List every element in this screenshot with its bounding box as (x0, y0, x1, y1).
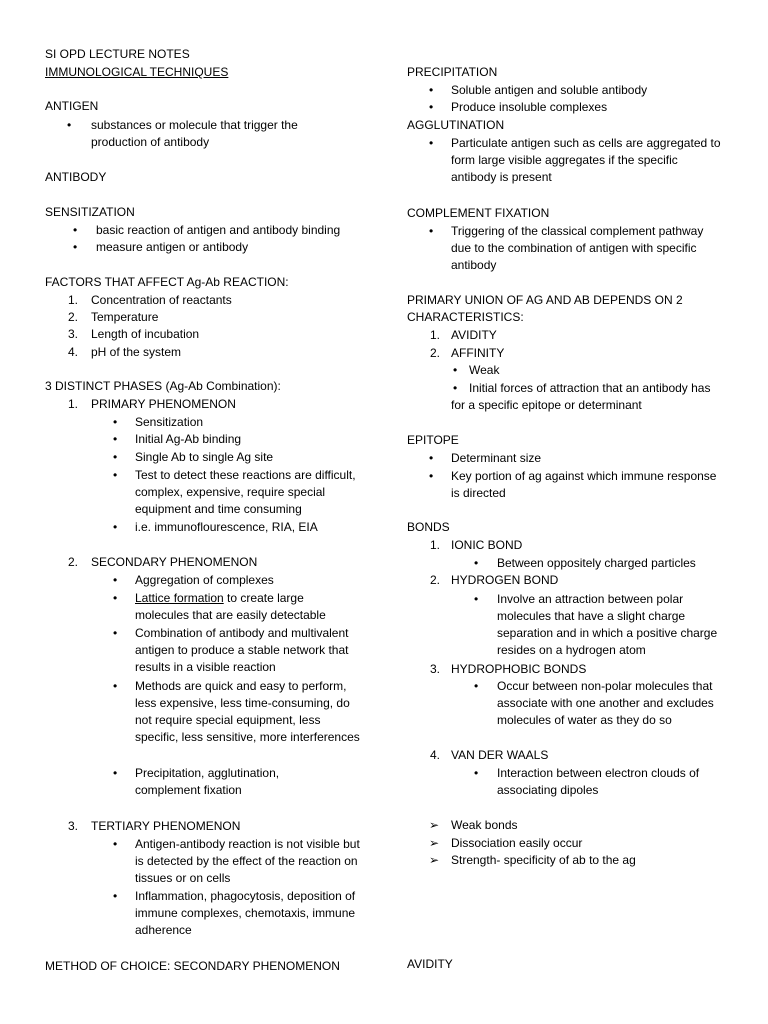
bullet-icon: • (429, 469, 434, 483)
bond-label: HYDROGEN BOND (451, 573, 559, 587)
list-number: 2. (430, 573, 441, 587)
method-of-choice: METHOD OF CHOICE: SECONDARY PHENOMENON (45, 959, 340, 973)
list-item: Methods are quick and easy to perform, less expensive, less time-consuming, do not require special equipment, less specific, less sensitive, more interferences (135, 679, 360, 744)
bond-label: HYDROPHOBIC BONDS (451, 662, 587, 676)
lattice-formation-term: Lattice formation (135, 591, 224, 605)
bullet-icon: • (113, 626, 118, 640)
bullet-icon: • (429, 83, 434, 97)
precipitation-heading: PRECIPITATION (407, 65, 498, 79)
list-item: Sensitization (135, 415, 204, 429)
list-item: Triggering of the classical complement pathway due to the combination of antigen with specific antibody (451, 224, 704, 272)
bullet-icon: • (474, 679, 479, 693)
bullet-icon: • (453, 381, 458, 395)
list-item: Soluble antigen and soluble antibody (451, 83, 648, 97)
list-item (135, 590, 350, 624)
list-number: 4. (68, 345, 79, 359)
bullet-icon: • (113, 450, 118, 464)
doc-subtitle: IMMUNOLOGICAL TECHNIQUES (45, 65, 229, 79)
list-item: Interaction between electron clouds of associating dipoles (497, 766, 700, 797)
factor-item: Concentration of reactants (91, 293, 232, 307)
bullet-icon: • (113, 591, 118, 605)
bullet-icon: • (113, 679, 118, 693)
bullet-icon: • (113, 432, 118, 446)
bullet-icon: • (73, 240, 78, 254)
list-item: Single Ab to single Ag site (135, 450, 274, 464)
epitope-heading: EPITOPE (407, 433, 459, 447)
list-item: Dissociation easily occur (451, 836, 583, 850)
arrow-bullet-icon: ➢ (429, 853, 440, 867)
primary-phenomenon-label: PRIMARY PHENOMENON (91, 397, 236, 411)
list-number: 3. (68, 819, 79, 833)
list-item: Inflammation, phagocytosis, deposition of immune complexes, chemotaxis, immune adherence (135, 889, 356, 937)
factors-heading: FACTORS THAT AFFECT Ag-Ab REACTION: (45, 275, 289, 289)
list-item: Initial Ag-Ab binding (135, 432, 242, 446)
arrow-bullet-icon: ➢ (429, 818, 440, 832)
list-item: i.e. immunoflourescence, RIA, EIA (135, 520, 318, 534)
tertiary-phenomenon-label: TERTIARY PHENOMENON (91, 819, 241, 833)
lattice-formation-rest: to create large molecules that are easily detectable (135, 591, 326, 622)
sensitization-bullet: measure antigen or antibody (96, 240, 249, 254)
bullet-icon: • (113, 573, 118, 587)
bullet-icon: • (113, 415, 118, 429)
list-item: Weak (469, 363, 500, 377)
complement-fixation-heading: COMPLEMENT FIXATION (407, 206, 550, 220)
factor-item: Length of incubation (91, 327, 200, 341)
list-item: Strength- specificity of ab to the ag (451, 853, 636, 867)
list-number: 2. (68, 555, 79, 569)
list-item: Key portion of ag against which immune response is directed (451, 469, 717, 500)
list-item: Combination of antibody and multivalent antigen to produce a stable network that results in a visible reaction (135, 626, 349, 674)
list-item: Particulate antigen such as cells are aggregated to form large visible aggregates if the specific antibody is present (451, 136, 721, 184)
list-number: 1. (68, 397, 79, 411)
bullet-icon: • (429, 136, 434, 150)
factor-item: Temperature (91, 310, 159, 324)
factor-item: pH of the system (91, 345, 182, 359)
list-number: 3. (68, 327, 79, 341)
list-number: 2. (68, 310, 79, 324)
secondary-phenomenon-label: SECONDARY PHENOMENON (91, 555, 258, 569)
bullet-icon: • (113, 837, 118, 851)
list-item: Test to detect these reactions are difficult, complex, expensive, require special equipment and time consuming (135, 468, 356, 516)
list-item: AVIDITY (451, 328, 497, 342)
bullet-icon: • (113, 889, 118, 903)
sensitization-bullet: basic reaction of antigen and antibody binding (96, 223, 341, 237)
bonds-heading: BONDS (407, 520, 450, 534)
bullet-icon: • (113, 520, 118, 534)
list-item: Initial forces of attraction that an antibody has for a specific epitope or determinant (451, 381, 711, 412)
bullet-icon: • (474, 766, 479, 780)
antigen-definition: substances or molecule that trigger the production of antibody (91, 118, 298, 149)
bullet-icon: • (113, 766, 118, 780)
bullet-icon: • (429, 224, 434, 238)
avidity-heading: AVIDITY (407, 957, 453, 971)
list-number: 3. (430, 662, 441, 676)
list-item: Determinant size (451, 451, 542, 465)
list-number: 1. (68, 293, 79, 307)
primary-union-heading: PRIMARY UNION OF AG AND AB DEPENDS ON 2 CHARACTERISTICS: (407, 293, 683, 324)
list-item: AFFINITY (451, 346, 505, 360)
bullet-icon: • (73, 223, 78, 237)
bullet-icon: • (67, 118, 72, 132)
antibody-heading: ANTIBODY (45, 170, 107, 184)
list-number: 1. (430, 328, 441, 342)
bond-label: IONIC BOND (451, 538, 523, 552)
bullet-icon: • (429, 451, 434, 465)
agglutination-heading: AGGLUTINATION (407, 118, 505, 132)
bullet-icon: • (474, 592, 479, 606)
list-number: 1. (430, 538, 441, 552)
bond-label: VAN DER WAALS (451, 748, 549, 762)
list-item: Involve an attraction between polar molecules that have a slight charge separation and in which a positive charge resides on a hydrogen atom (497, 592, 718, 657)
phases-heading: 3 DISTINCT PHASES (Ag-Ab Combination): (45, 379, 281, 393)
list-item: Weak bonds (451, 818, 518, 832)
list-item: Occur between non-polar molecules that associate with one another and excludes molecules of water as they do so (497, 679, 714, 727)
list-item: Antigen-antibody reaction is not visible but is detected by the effect of the reaction on tissues or on cells (135, 837, 360, 885)
list-number: 4. (430, 748, 441, 762)
bullet-icon: • (113, 468, 118, 482)
list-item: Aggregation of complexes (135, 573, 274, 587)
bullet-icon: • (429, 100, 434, 114)
sensitization-heading: SENSITIZATION (45, 205, 135, 219)
list-item: Produce insoluble complexes (451, 100, 608, 114)
bullet-icon: • (474, 556, 479, 570)
list-number: 2. (430, 346, 441, 360)
doc-title: SI OPD LECTURE NOTES (45, 47, 190, 61)
arrow-bullet-icon: ➢ (429, 836, 440, 850)
bullet-icon: • (453, 363, 458, 377)
list-item: Precipitation, agglutination, complement fixation (135, 766, 280, 797)
antigen-heading: ANTIGEN (45, 99, 99, 113)
list-item: Between oppositely charged particles (497, 556, 696, 570)
